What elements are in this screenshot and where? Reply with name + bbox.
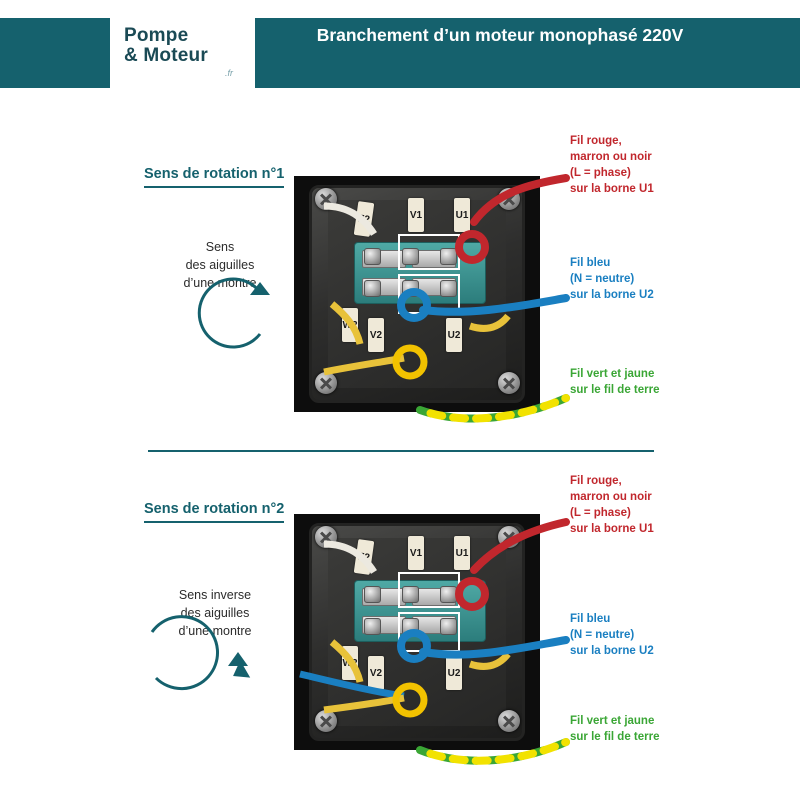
tag-w2-1: W2 [342, 308, 358, 342]
wiring-overlay-2 [290, 470, 590, 770]
tag-z2-2: Z2 [354, 539, 375, 575]
rotation-2-line-2: des aiguilles [180, 606, 250, 621]
callout-2-red-line-2: marron ou noir [570, 490, 652, 503]
logo-line-1: Pompe [124, 25, 189, 47]
callout-1-green-line-2: sur le fil de terre [570, 383, 660, 396]
callout-1-red-line-3: (L = phase) [570, 166, 631, 179]
callout-2-red-line-4: sur la borne U1 [570, 522, 654, 535]
rotation-1-line-1: Sens [205, 240, 235, 254]
tag-z2-1: Z2 [354, 201, 375, 237]
callout-2-blue [570, 612, 654, 660]
callout-2-red-line-1: Fil rouge, [570, 475, 622, 487]
clockwise-arrow-icon [168, 268, 278, 358]
tag-w2-2: W2 [342, 646, 358, 680]
callout-2-blue-line-2: (N = neutre) [570, 628, 635, 641]
callout-2-green [570, 714, 659, 746]
callout-1-red-line-1: Fil rouge, [570, 135, 622, 147]
callout-2-blue-line-3: sur la borne U2 [570, 644, 654, 657]
callout-2-blue-line-1: Fil bleu [570, 613, 611, 625]
callout-1-green-line-1: Fil vert et jaune [570, 368, 655, 380]
tag-u1-2: U1 [454, 536, 470, 570]
wiring-overlay-1 [290, 130, 590, 430]
callout-2-green-line-1: Fil vert et jaune [570, 715, 655, 727]
callout-1-blue-line-1: Fil bleu [570, 257, 611, 269]
logo-tld: .fr [225, 67, 233, 78]
tag-u2-1: U2 [446, 318, 462, 352]
tag-v1-2: V1 [408, 536, 424, 570]
rotation-1-line-3: d’une montre [183, 276, 257, 291]
rotation-2-line-1: Sens inverse [178, 588, 252, 602]
logo-line-2: & Moteur [124, 45, 208, 66]
logo [110, 12, 255, 92]
section-1-title: Sens de rotation n°1 [144, 166, 284, 188]
section-2-title: Sens de rotation n°2 [144, 501, 284, 523]
callout-1-red-line-2: marron ou noir [570, 150, 652, 163]
callout-2-red [570, 474, 654, 537]
callout-1-blue [570, 256, 654, 304]
rotation-1-line-2: des aiguilles [185, 258, 255, 273]
callout-1-red [570, 134, 654, 197]
callout-1-blue-line-3: sur la borne U2 [570, 288, 654, 301]
rotation-2-line-3: d’une montre [178, 624, 252, 639]
callout-1-red-line-4: sur la borne U1 [570, 182, 654, 195]
tag-v2-1: V2 [368, 318, 384, 352]
tag-u1-1: U1 [454, 198, 470, 232]
section-divider [148, 450, 654, 452]
tag-u2-2: U2 [446, 656, 462, 690]
tag-v2-2: V2 [368, 656, 384, 690]
page-title: Branchement d’un moteur monophasé 220V [316, 24, 684, 45]
tag-v1-1: V1 [408, 198, 424, 232]
counter-clockwise-arrow-icon [140, 612, 255, 707]
callout-2-green-line-2: sur le fil de terre [570, 730, 660, 743]
callout-1-green [570, 367, 659, 399]
callout-2-red-line-3: (L = phase) [570, 506, 631, 519]
callout-1-blue-line-2: (N = neutre) [570, 272, 635, 285]
